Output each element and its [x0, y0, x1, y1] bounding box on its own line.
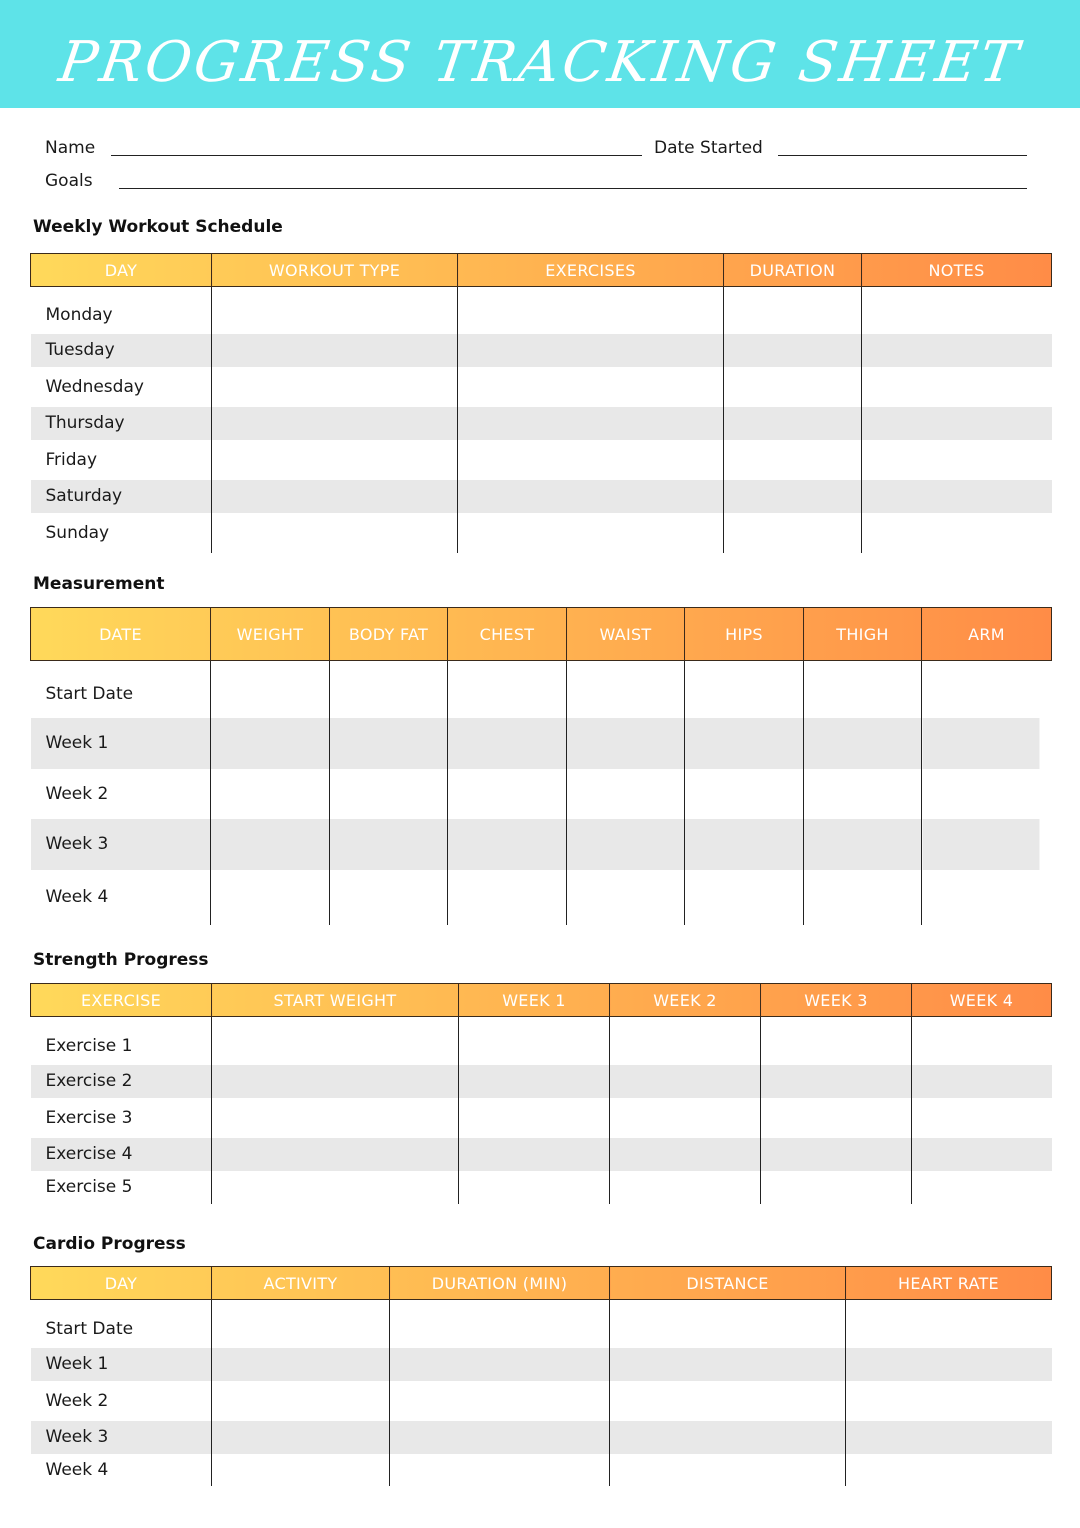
strength-cell-week-1[interactable]: [459, 1017, 610, 1065]
weekly-cell-duration[interactable]: [724, 480, 862, 513]
weekly-cell-exercises[interactable]: [458, 513, 724, 553]
strength-cell-week-3[interactable]: [761, 1017, 912, 1065]
cardio-cell-distance[interactable]: [610, 1454, 846, 1486]
measurement-header-row: [31, 608, 1052, 661]
strength-header-week-1: WEEK 1: [459, 984, 610, 1017]
weekly-cell-duration[interactable]: [724, 287, 862, 334]
weekly-cell-notes[interactable]: [862, 367, 1052, 407]
strength-cell-week-3[interactable]: [761, 1171, 912, 1204]
measurement-row: [31, 661, 1052, 718]
cardio-cell-activity[interactable]: [212, 1421, 390, 1454]
weekly-cell-duration[interactable]: [724, 440, 862, 480]
measurement-header-hips: HIPS: [685, 608, 804, 661]
measurement-cell-arm[interactable]: [922, 661, 1052, 718]
cardio-header-heart-rate: HEART RATE: [846, 1267, 1052, 1300]
measurement-section-title: Measurement: [33, 574, 165, 594]
measurement-row: [31, 819, 1052, 870]
cardio-cell-distance[interactable]: [610, 1421, 846, 1454]
cardio-cell-duration-min[interactable]: [390, 1381, 610, 1421]
measurement-header-thigh: THIGH: [804, 608, 922, 661]
cardio-section-title: Cardio Progress: [33, 1234, 186, 1254]
strength-body: [31, 1017, 1052, 1204]
measurement-cell-chest[interactable]: [448, 769, 567, 819]
weekly-row: [31, 334, 1052, 367]
weekly-cell-duration[interactable]: [724, 407, 862, 440]
weekly-cell-exercises[interactable]: [458, 480, 724, 513]
strength-cell-start-weight[interactable]: [212, 1138, 459, 1171]
cardio-header-day: DAY: [31, 1267, 212, 1300]
strength-cell-week-2[interactable]: [610, 1017, 761, 1065]
weekly-row-label: Friday: [45, 449, 98, 470]
strength-row-label: Exercise 1: [45, 1035, 133, 1056]
cardio-cell-distance[interactable]: [610, 1348, 846, 1381]
weekly-cell-workout-type[interactable]: [212, 407, 458, 440]
strength-row-label: Exercise 5: [45, 1177, 133, 1197]
measurement-cell-arm[interactable]: [922, 769, 1052, 819]
weekly-cell-duration[interactable]: [724, 334, 862, 367]
cardio-cell-activity[interactable]: [212, 1381, 390, 1421]
measurement-body: [31, 661, 1052, 925]
measurement-header-body-fat: BODY FAT: [330, 608, 448, 661]
measurement-cell-body-fat[interactable]: [330, 718, 448, 769]
strength-row: [31, 1017, 1052, 1065]
weekly-cell-notes[interactable]: [862, 440, 1052, 480]
measurement-cell-chest[interactable]: [448, 718, 567, 769]
measurement-row-label: Week 3: [31, 819, 211, 870]
page-title: PROGRESS TRACKING SHEET: [55, 30, 1025, 95]
weekly-cell-workout-type[interactable]: [212, 287, 458, 334]
cardio-row: [31, 1421, 1052, 1454]
strength-cell-week-4[interactable]: [912, 1098, 1052, 1138]
strength-cell-start-weight[interactable]: [212, 1017, 459, 1065]
measurement-row-label: Week 1: [31, 718, 211, 769]
measurement-row-label: Week 2: [45, 783, 109, 804]
cardio-header-row: [31, 1267, 1052, 1300]
cardio-row: [31, 1381, 1052, 1421]
strength-cell-week-2[interactable]: [610, 1065, 761, 1098]
cardio-cell-distance[interactable]: [610, 1381, 846, 1421]
weekly-cell-notes[interactable]: [862, 334, 1052, 367]
measurement-cell-body-fat[interactable]: [330, 819, 448, 870]
strength-cell-week-3[interactable]: [761, 1138, 912, 1171]
weekly-cell-exercises[interactable]: [458, 440, 724, 480]
weekly-row: [31, 440, 1052, 480]
weekly-body: [31, 287, 1052, 553]
weekly-cell-workout-type[interactable]: [212, 334, 458, 367]
weekly-cell-notes[interactable]: [862, 407, 1052, 440]
measurement-cell-thigh[interactable]: [804, 718, 922, 769]
strength-cell-week-4[interactable]: [912, 1138, 1052, 1171]
measurement-header-arm: ARM: [922, 608, 1052, 661]
strength-header-week-3: WEEK 3: [761, 984, 912, 1017]
cardio-row-label: Week 4: [45, 1459, 109, 1480]
measurement-cell-chest[interactable]: [448, 819, 567, 870]
weekly-row: [31, 480, 1052, 513]
weekly-row-label: Saturday: [31, 480, 212, 513]
weekly-header-notes: NOTES: [862, 254, 1052, 287]
cardio-cell-duration-min[interactable]: [390, 1454, 610, 1486]
date-started-label: Date Started: [654, 138, 763, 158]
weekly-row: [31, 287, 1052, 334]
weekly-header-exercises: EXERCISES: [458, 254, 724, 287]
cardio-body: [31, 1300, 1052, 1486]
measurement-row-label: Week 4: [45, 887, 109, 907]
title-banner: [0, 0, 1080, 108]
weekly-cell-notes[interactable]: [862, 480, 1052, 513]
cardio-row-label: Week 1: [31, 1348, 212, 1381]
cardio-cell-activity[interactable]: [212, 1454, 390, 1486]
measurement-cell-weight[interactable]: [211, 819, 330, 870]
weekly-cell-workout-type[interactable]: [212, 513, 458, 553]
strength-cell-week-1[interactable]: [459, 1138, 610, 1171]
weekly-row-label: Thursday: [31, 407, 212, 440]
measurement-cell-hips[interactable]: [685, 718, 804, 769]
measurement-cell-thigh[interactable]: [804, 769, 922, 819]
cardio-cell-activity[interactable]: [212, 1300, 390, 1348]
cardio-header-duration-min: DURATION (MIN): [390, 1267, 610, 1300]
measurement-cell-waist[interactable]: [567, 769, 685, 819]
strength-cell-week-2[interactable]: [610, 1171, 761, 1204]
strength-header-row: [31, 984, 1052, 1017]
strength-cell-week-1[interactable]: [459, 1065, 610, 1098]
weekly-row-label: Sunday: [45, 522, 110, 543]
cardio-cell-heart-rate[interactable]: [846, 1381, 1052, 1421]
weekly-header-day: DAY: [31, 254, 212, 287]
strength-row: [31, 1171, 1052, 1204]
weekly-header-row: [31, 254, 1052, 287]
weekly-cell-exercises[interactable]: [458, 367, 724, 407]
measurement-cell-weight[interactable]: [211, 769, 330, 819]
weekly-cell-exercises[interactable]: [458, 334, 724, 367]
weekly-cell-notes[interactable]: [862, 513, 1052, 553]
measurement-cell-waist[interactable]: [567, 661, 685, 718]
weekly-row-label: Wednesday: [45, 376, 144, 397]
strength-cell-week-1[interactable]: [459, 1171, 610, 1204]
strength-cell-week-2[interactable]: [610, 1098, 761, 1138]
cardio-cell-duration-min[interactable]: [390, 1421, 610, 1454]
weekly-header-workout-type: WORKOUT TYPE: [212, 254, 458, 287]
measurement-cell-hips[interactable]: [685, 661, 804, 718]
strength-header-start-weight: START WEIGHT: [212, 984, 459, 1017]
cardio-header-distance: DISTANCE: [610, 1267, 846, 1300]
strength-cell-week-4[interactable]: [912, 1065, 1052, 1098]
measurement-cell-waist[interactable]: [567, 718, 685, 769]
measurement-table: [30, 607, 1052, 925]
weekly-section-title: Weekly Workout Schedule: [33, 217, 283, 237]
weekly-cell-workout-type[interactable]: [212, 480, 458, 513]
strength-cell-week-3[interactable]: [761, 1065, 912, 1098]
measurement-cell-arm[interactable]: [922, 870, 1052, 925]
weekly-cell-workout-type[interactable]: [212, 440, 458, 480]
weekly-header-duration: DURATION: [724, 254, 862, 287]
cardio-cell-duration-min[interactable]: [390, 1300, 610, 1348]
goals-field[interactable]: [119, 188, 1027, 189]
weekly-row-label: Monday: [45, 305, 113, 326]
measurement-row: [31, 769, 1052, 819]
strength-cell-week-1[interactable]: [459, 1098, 610, 1138]
cardio-cell-distance[interactable]: [610, 1300, 846, 1348]
measurement-cell-waist[interactable]: [567, 819, 685, 870]
strength-header-week-4: WEEK 4: [912, 984, 1052, 1017]
goals-label: Goals: [45, 171, 93, 191]
measurement-cell-arm[interactable]: [922, 718, 1052, 769]
strength-cell-start-weight[interactable]: [212, 1065, 459, 1098]
cardio-cell-heart-rate[interactable]: [846, 1421, 1052, 1454]
cardio-cell-heart-rate[interactable]: [846, 1348, 1052, 1381]
measurement-cell-hips[interactable]: [685, 819, 804, 870]
strength-row: [31, 1138, 1052, 1171]
strength-row-label: Exercise 3: [45, 1107, 133, 1128]
strength-row: [31, 1098, 1052, 1138]
strength-header-exercise: EXERCISE: [31, 984, 212, 1017]
cardio-row: [31, 1454, 1052, 1486]
strength-cell-start-weight[interactable]: [212, 1098, 459, 1138]
strength-table: [30, 983, 1052, 1204]
weekly-row: [31, 513, 1052, 553]
cardio-row-label: Week 3: [31, 1421, 212, 1454]
strength-cell-week-3[interactable]: [761, 1098, 912, 1138]
strength-section-title: Strength Progress: [33, 950, 209, 970]
cardio-table: [30, 1266, 1052, 1486]
strength-row: [31, 1065, 1052, 1098]
cardio-cell-heart-rate[interactable]: [846, 1300, 1052, 1348]
weekly-row-label: Tuesday: [31, 334, 212, 367]
measurement-header-chest: CHEST: [448, 608, 567, 661]
strength-cell-start-weight[interactable]: [212, 1171, 459, 1204]
strength-header-week-2: WEEK 2: [610, 984, 761, 1017]
cardio-cell-heart-rate[interactable]: [846, 1454, 1052, 1486]
measurement-cell-body-fat[interactable]: [330, 870, 448, 925]
weekly-cell-exercises[interactable]: [458, 287, 724, 334]
measurement-cell-weight[interactable]: [211, 870, 330, 925]
measurement-cell-thigh[interactable]: [804, 819, 922, 870]
measurement-cell-hips[interactable]: [685, 870, 804, 925]
measurement-cell-chest[interactable]: [448, 661, 567, 718]
name-field[interactable]: [111, 155, 642, 156]
cardio-row: [31, 1300, 1052, 1348]
cardio-cell-activity[interactable]: [212, 1348, 390, 1381]
measurement-cell-body-fat[interactable]: [330, 769, 448, 819]
weekly-schedule-table: [30, 253, 1052, 553]
measurement-header-waist: WAIST: [567, 608, 685, 661]
measurement-header-date: DATE: [31, 608, 211, 661]
cardio-cell-duration-min[interactable]: [390, 1348, 610, 1381]
measurement-row: [31, 870, 1052, 925]
measurement-cell-weight[interactable]: [211, 661, 330, 718]
measurement-cell-body-fat[interactable]: [330, 661, 448, 718]
measurement-row: [31, 718, 1052, 769]
measurement-cell-arm[interactable]: [922, 819, 1052, 870]
measurement-cell-waist[interactable]: [567, 870, 685, 925]
weekly-cell-workout-type[interactable]: [212, 367, 458, 407]
cardio-row: [31, 1348, 1052, 1381]
strength-row-label: Exercise 2: [31, 1065, 212, 1098]
measurement-row-label: Start Date: [45, 684, 134, 705]
cardio-row-label: Start Date: [45, 1318, 134, 1339]
strength-cell-week-2[interactable]: [610, 1138, 761, 1171]
strength-cell-week-4[interactable]: [912, 1017, 1052, 1065]
measurement-header-weight: WEIGHT: [211, 608, 330, 661]
cardio-header-activity: ACTIVITY: [212, 1267, 390, 1300]
weekly-cell-duration[interactable]: [724, 513, 862, 553]
weekly-cell-duration[interactable]: [724, 367, 862, 407]
measurement-cell-chest[interactable]: [448, 870, 567, 925]
weekly-cell-notes[interactable]: [862, 287, 1052, 334]
weekly-row: [31, 407, 1052, 440]
strength-cell-week-4[interactable]: [912, 1171, 1052, 1204]
cardio-row-label: Week 2: [45, 1390, 109, 1411]
strength-row-label: Exercise 4: [31, 1138, 212, 1171]
date-started-field[interactable]: [778, 155, 1027, 156]
measurement-cell-thigh[interactable]: [804, 661, 922, 718]
measurement-cell-hips[interactable]: [685, 769, 804, 819]
weekly-cell-exercises[interactable]: [458, 407, 724, 440]
weekly-row: [31, 367, 1052, 407]
measurement-cell-thigh[interactable]: [804, 870, 922, 925]
name-label: Name: [45, 138, 96, 158]
measurement-cell-weight[interactable]: [211, 718, 330, 769]
